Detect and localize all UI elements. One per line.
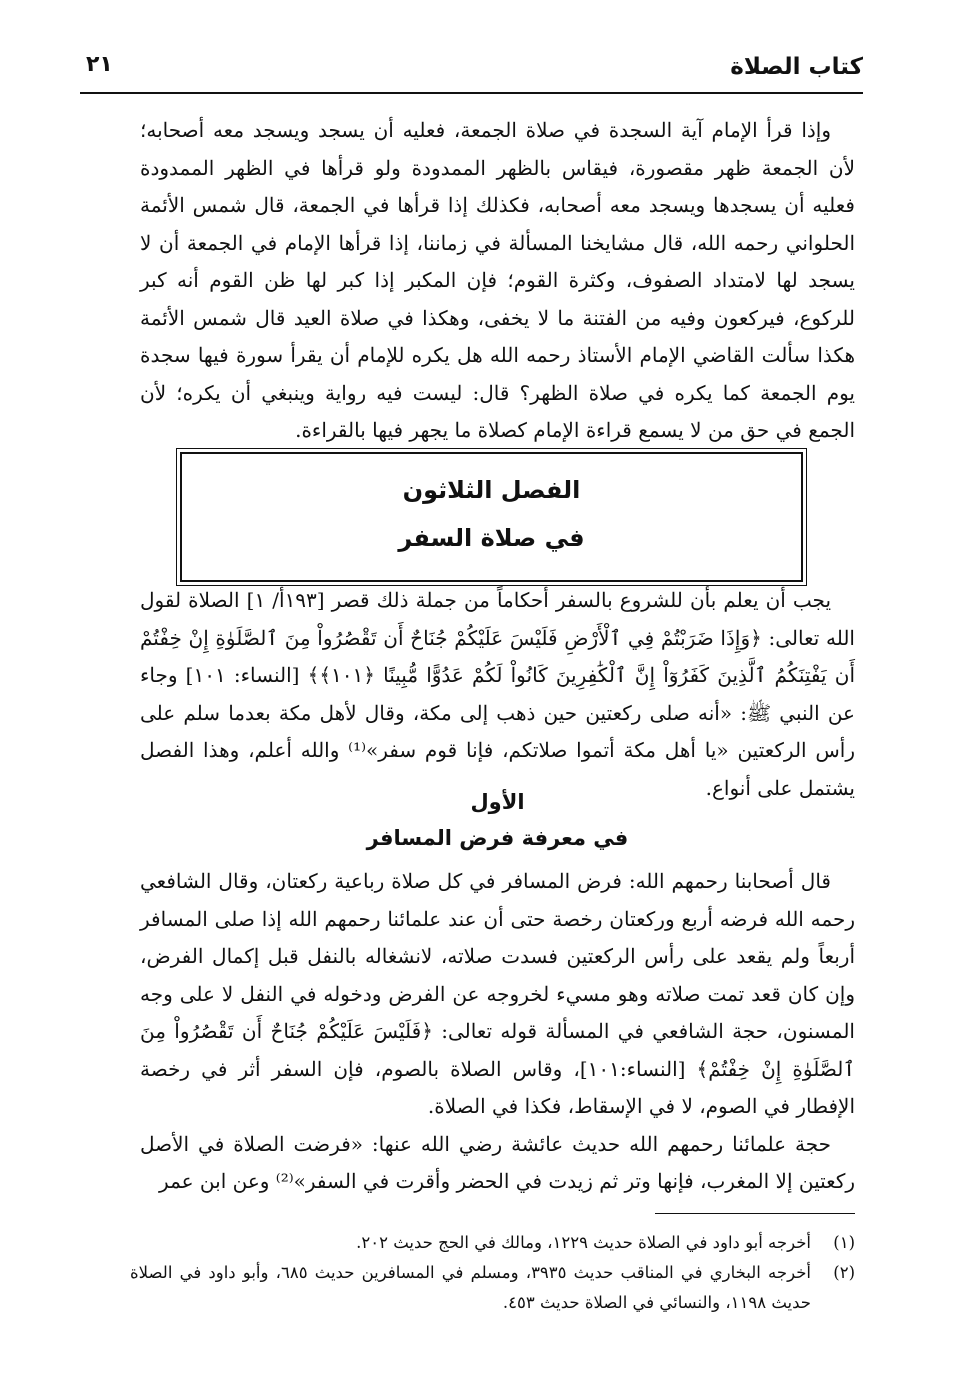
footnote-item [130, 1228, 855, 1258]
footnote-number: (١) [833, 1233, 855, 1252]
page-header [80, 48, 863, 94]
paragraph-traveler-obligation: قال أصحابنا رحمهم الله: فرض المسافر في كل صلاة رباعية ركعتان، وقال الشافعي رحمه الله فرضه أربع وركعتان رخصة حتى أن عند علمائنا رحمهم الله إذا صلى المسافر أربعاً ولم يقعد على رأس الركعتين فسدت صلاته، لانشغاله بالنفل قبل إكمال الفرض، وإن كان قعد تمت صلاته وهو مسيء لخروجه عن الفرض ودخوله في النفل لا على وجه المسنون، حجة الشافعي في المسألة قوله تعالى: ﴿فَلَيْسَ عَلَيْكُمْ جُنَاحٌ أَن تَقْصُرُواْ مِنَ ٱلصَّلَوٰةِ إِنْ خِفْتُمْ﴾ [النساء:١٠١]، وقاس الصلاة بالصوم، فإن السفر أثر في رخصة الإفطار في الصوم، لا في الإسقاط، فكذا في الصلاة. [140, 869, 856, 1118]
footnote-text: أخرجه البخاري في المناقب حديث ٣٩٣٥، ومسلم في المسافرين حديث ٦٨٥، وأبو داود في الصلاة حديث ١١٩٨، والنسائي في الصلاة حديث ٤٥٣. [130, 1263, 811, 1312]
footnote-text: أخرجه أبو داود في الصلاة حديث ١٢٢٩، ومالك في الحج حديث ٢٠٢. [356, 1233, 811, 1252]
chapter-number: الفصل الثلاثون [402, 476, 581, 504]
footnote-separator [655, 1213, 855, 1214]
footnote-item [130, 1258, 855, 1318]
paragraph-aisha-hadith: حجة علمائنا رحمهم الله حديث عائشة رضي الله عنها: «فرضت الصلاة في الأصل ركعتين إلا المغرب، فإنها وتر ثم زيدت في الحضر وأقرت في السفر»⁽²⁾ وعن ابن عمر [140, 1131, 855, 1193]
traveler-obligation-block [140, 863, 855, 1201]
section-number: الأول [470, 790, 525, 814]
paragraph-prostration-friday: وإذا قرأ الإمام آية السجدة في صلاة الجمعة، فعليه أن يسجد ويسجد معه أصحابه؛ لأن الجمعة ظهر مقصورة، فيقاس بالظهر الممدودة ولو قرأها في الظهر الممدودة فعليه أن يسجدها ويسجد معه أصحابه، فكذلك إذا قرأها في الجمعة، قال شمس الأئمة الحلواني رحمه الله، قال مشايخنا المسألة في زماننا، إذا قرأها الإمام في الجمعة أن لا يسجد لها لامتداد الصفوف، وكثرة القوم؛ فإن المكبر إذا كبر لها ظن القوم أنه كبر للركوع، فيركعون وفيه من الفتنة ما لا يخفى، وهكذا في صلاة العيد قال شمس الأئمة هكذا سألت القاضي الإمام الأستاذ رحمه الله هل يكره للإمام أن يقرأ سورة فيها سجدة يوم الجمعة كما يكره في صلاة الظهر؟ قال: ليست فيه رواية وينبغي أن يكره؛ لأن الجمع في حق من لا يسمع قراءة الإمام كصلاة ما يجهر فيها بالقراءة. [140, 118, 855, 442]
footnotes [130, 1228, 855, 1318]
footnote-number: (٢) [833, 1263, 855, 1282]
page-number: ٢١ [86, 52, 113, 77]
running-title: كتاب الصلاة [730, 54, 863, 80]
section-title: في معرفة فرض المسافر [366, 826, 629, 850]
chapter-title-box [180, 452, 803, 582]
chapter-title: في صلاة السفر [398, 524, 585, 552]
paragraph-travel-intro: يجب أن يعلم بأن للشروع بالسفر أحكاماً من جملة ذلك قصر [١٩٣أ/ ١] الصلاة لقول الله تعالى: ﴿وَإِذَا ضَرَبْتُمْ فِي ٱلْأَرْضِ فَلَيْسَ عَلَيْكُمْ جُنَاحٌ أَن تَقْصُرُواْ مِنَ ٱلصَّلَوٰةِ إِنْ خِفْتُمْ أَن يَفْتِنَكُمُ ٱلَّذِينَ كَفَرُوٓاْ إِنَّ ٱلْكَٰفِرِينَ كَانُواْ لَكُمْ عَدُوًّا مُّبِينًا ﴿١٠١﴾﴾ [النساء: ١٠١] وجاء عن النبي ﷺ: «أنه صلى ركعتين حين ذهب إلى مكة، وقال لأهل مكة بعدما سلم على رأس الركعتين «يا أهل مكة أتموا صلاتكم، فإنا قوم سفر»⁽¹⁾ والله أعلم، وهذا الفصل يشتمل على أنواع. [140, 588, 855, 800]
travel-intro-block [140, 582, 855, 807]
opening-paragraph-block [140, 112, 855, 450]
